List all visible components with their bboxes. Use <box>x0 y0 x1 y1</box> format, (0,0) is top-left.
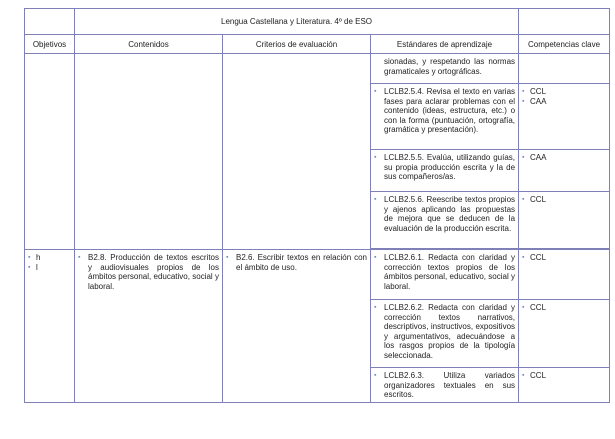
objetivos-cell <box>25 250 75 403</box>
header-contenidos: Contenidos <box>75 35 223 54</box>
estandar-cell <box>371 84 519 150</box>
competencias-cell <box>519 250 610 300</box>
competencia-label: CAA <box>530 96 547 106</box>
estandar-text: LCLB2.5.4. Revisa el texto en varias fases para aclarar problemas con el contenido (ideas, estructura, etc.) o con la forma (puntuación, ortografía, gramática y presentación). <box>384 87 516 135</box>
bullet-icon: ▪ <box>374 254 377 261</box>
competencia-label: CCL <box>530 195 547 204</box>
header-estandares: Estándares de aprendizaje <box>371 35 519 54</box>
estandar-cell <box>371 150 519 192</box>
bullet-icon: ▪ <box>522 97 525 105</box>
title-spacer-cell <box>519 9 610 35</box>
estandar-cell <box>371 192 519 249</box>
objetivos-cell <box>25 54 75 250</box>
bullet-icon: ▪ <box>522 196 525 203</box>
competencias-cell <box>519 54 610 84</box>
bullet-icon: ▪ <box>374 88 377 95</box>
bullet-icon: ▪ <box>226 254 229 261</box>
header-criterios: Criterios de evaluación <box>223 35 371 54</box>
competencia-label: CCL <box>530 253 547 262</box>
title-row <box>25 9 610 35</box>
estandar-cell <box>371 300 519 368</box>
estandar-text: LCLB2.5.5. Evalúa, utilizando guías, su propia producción escrita y la de sus compañeros/as. <box>384 153 516 182</box>
curriculum-table <box>24 8 610 403</box>
competencias-cell <box>519 150 610 192</box>
bullet-icon: ▪ <box>374 154 377 161</box>
bullet-icon: ▪ <box>522 254 525 261</box>
bullet-icon: ▪ <box>28 254 31 261</box>
contenidos-cell <box>75 250 223 403</box>
title-spacer-cell <box>25 9 75 35</box>
bullet-icon: ▪ <box>522 304 525 311</box>
objetivo-label: h <box>36 253 41 262</box>
estandar-text: LCLB2.6.2. Redacta con claridad y corrección textos narrativos, descriptivos, instructivos, expositivos y argumentativos, adecuándose a los rasgos propios de la tipología seleccionada. <box>384 303 516 360</box>
estandar-text: sionadas, y respetando las normas gramaticales y ortográficas. <box>384 57 516 76</box>
bullet-icon: ▪ <box>522 372 525 379</box>
header-competencias: Competencias clave <box>519 35 610 54</box>
competencias-cell <box>519 300 610 368</box>
estandar-cell <box>371 250 519 300</box>
criterios-cell <box>223 250 371 403</box>
bullet-icon: ▪ <box>374 196 377 203</box>
competencias-cell <box>519 84 610 150</box>
estandar-text: LCLB2.5.6. Reescribe textos propios y ajenos aplicando las propuestas de mejora que se deducen de la evaluación de la producción escrita. <box>384 195 516 233</box>
header-row <box>25 35 610 54</box>
estandar-text: LCLB2.6.3. Utiliza variados organizadores textuales en sus escritos. <box>384 371 516 400</box>
competencia-label: CCL <box>530 371 547 380</box>
competencias-cell <box>519 192 610 249</box>
criterio-text: B2.6. Escribir textos en relación con el ámbito de uso. <box>236 253 367 272</box>
contenido-text: B2.8. Producción de textos escritos y audiovisuales propios de los ámbitos personal, educativo, social y laboral. <box>88 253 219 291</box>
estandar-cell <box>371 368 519 403</box>
table-title: Lengua Castellana y Literatura. 4º de ESO <box>75 9 519 35</box>
bullet-icon: ▪ <box>374 372 377 379</box>
estandar-text: LCLB2.6.1. Redacta con claridad y corrección textos propios de los ámbitos personal, educativo, social y laboral. <box>384 253 516 291</box>
competencia-label: CCL <box>530 87 547 96</box>
objetivo-label: l <box>36 262 38 272</box>
header-objetivos: Objetivos <box>25 35 75 54</box>
bullet-icon: ▪ <box>522 154 525 161</box>
estandar-cell <box>371 54 519 84</box>
competencias-cell <box>519 368 610 403</box>
bullet-icon: ▪ <box>28 263 31 271</box>
bullet-icon: ▪ <box>522 88 525 95</box>
table-row <box>25 250 610 300</box>
bullet-icon: ▪ <box>374 304 377 311</box>
competencia-label: CAA <box>530 153 547 162</box>
contenidos-cell <box>75 54 223 250</box>
competencia-label: CCL <box>530 303 547 312</box>
criterios-cell <box>223 54 371 250</box>
table-row <box>25 54 610 84</box>
bullet-icon: ▪ <box>78 254 81 261</box>
